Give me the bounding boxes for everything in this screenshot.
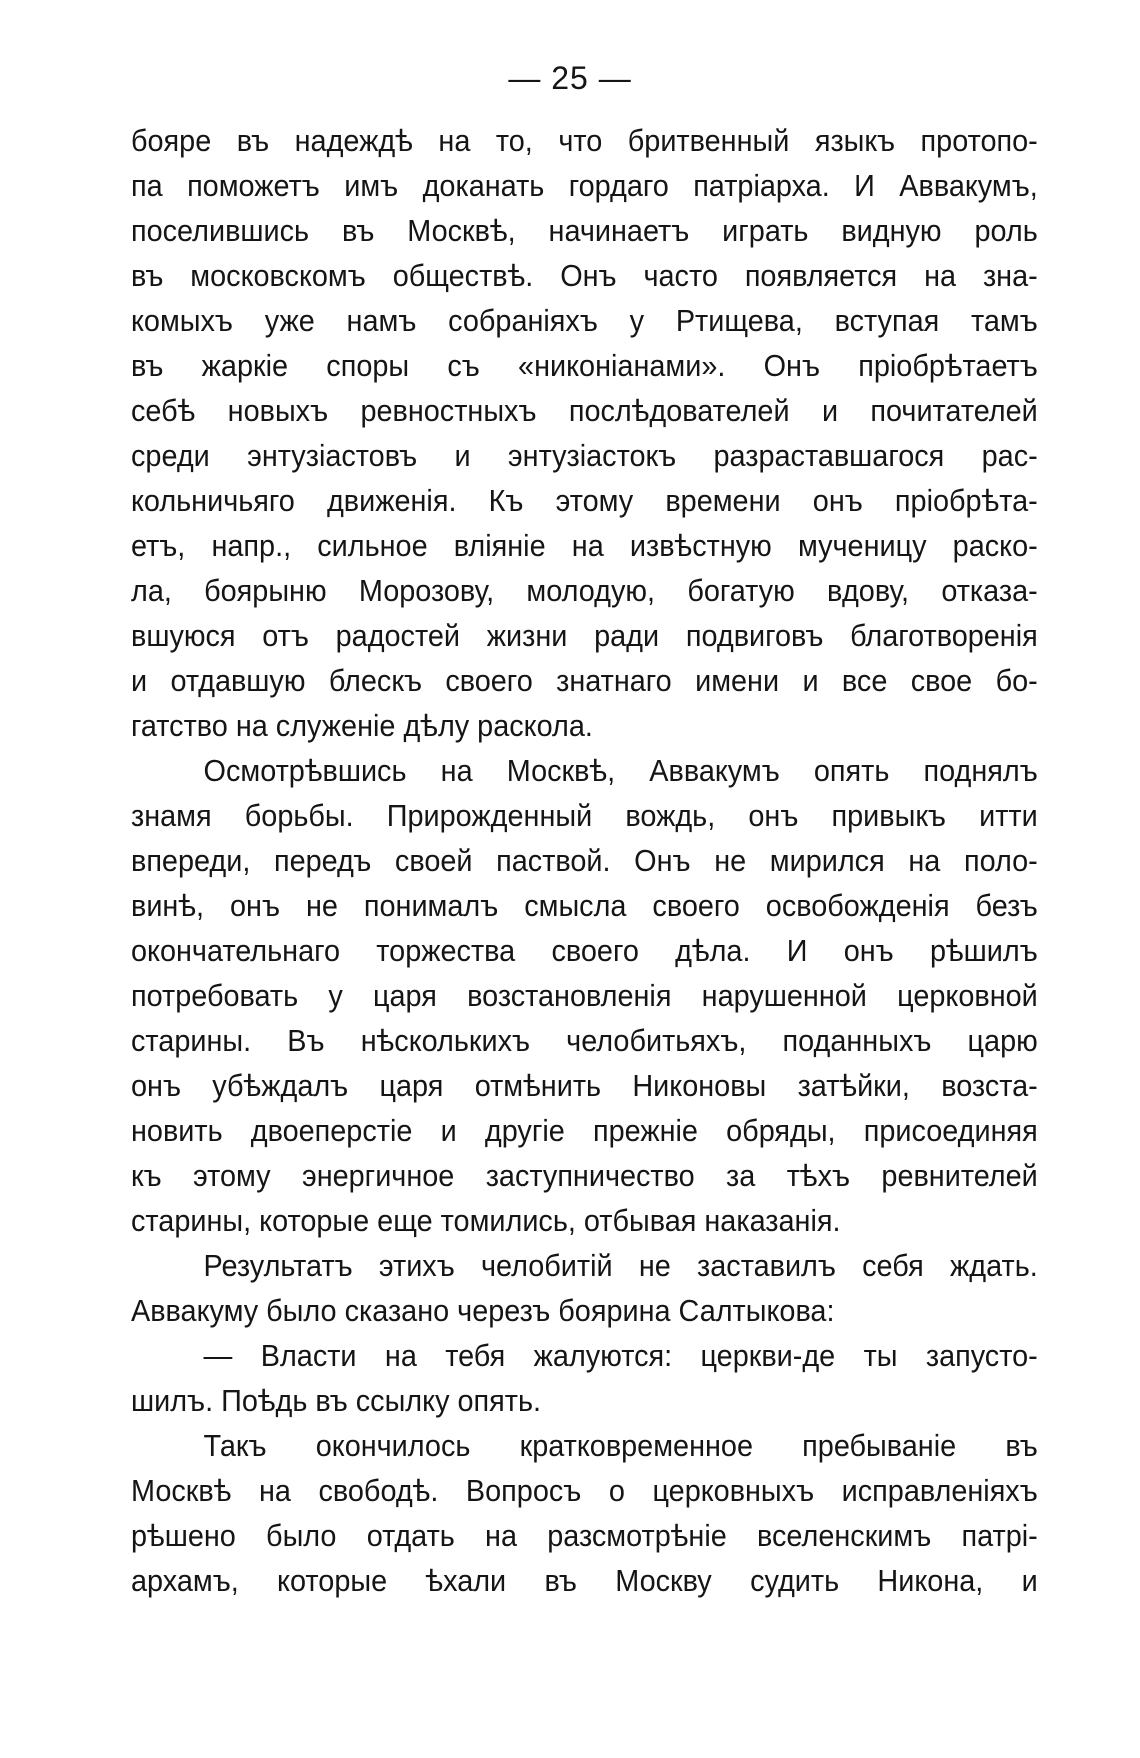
page-number: — 25 — (508, 60, 632, 96)
text-line: Осмотрѣвшись на Москвѣ, Аввакумъ опять поднялъ (203, 753, 1038, 788)
text-line: и отдавшую блескъ своего знатнаго имени и все свое бо- (131, 663, 1038, 698)
text-line: старины, которые еще томились, отбывая наказанія. (131, 1203, 841, 1238)
text-line: винѣ, онъ не понималъ смысла своего освобожденія безъ (131, 888, 1038, 923)
text-line: потребовать у царя возстановленія нарушенной церковной (131, 978, 1038, 1013)
text-line: въ жаркіе споры съ «никоніанами». Онъ пріобрѣтаетъ (131, 348, 1038, 383)
text-line: — Власти на тебя жалуются: церкви-де ты запусто- (203, 1338, 1038, 1373)
text-line: рѣшено было отдать на разсмотрѣніе вселенскимъ патрі- (131, 1518, 1038, 1553)
text-line: вшуюся отъ радостей жизни ради подвиговъ благотворенія (131, 618, 1038, 653)
text-line: бояре въ надеждѣ на то, что бритвенный языкъ протопо- (131, 123, 1038, 158)
text-line: Москвѣ на свободѣ. Вопросъ о церковныхъ исправленіяхъ (131, 1473, 1038, 1508)
text-line: старины. Въ нѣсколькихъ челобитьяхъ, поданныхъ царю (131, 1023, 1038, 1058)
text-line: ла, боярыню Морозову, молодую, богатую вдову, отказа- (131, 573, 1038, 608)
text-line: архамъ, которые ѣхали въ Москву судить Никона, и (131, 1563, 1038, 1598)
text-line: етъ, напр., сильное вліяніе на извѣстную мученицу раско- (131, 528, 1038, 563)
text-line: къ этому энергичное заступничество за тѣхъ ревнителей (131, 1158, 1038, 1193)
text-line: па поможетъ имъ доканать гордаго патріарха. И Аввакумъ, (131, 168, 1038, 203)
text-line: себѣ новыхъ ревностныхъ послѣдователей и почитателей (131, 393, 1038, 428)
text-line: Аввакуму было сказано черезъ боярина Салтыкова: (131, 1293, 835, 1328)
text-line: впереди, передъ своей паствой. Онъ не мирился на поло- (131, 843, 1038, 878)
text-line: онъ убѣждалъ царя отмѣнить Никоновы затѣйки, возста- (131, 1068, 1038, 1103)
text-line: новить двоеперстіе и другіе прежніе обряды, присоединяя (131, 1113, 1038, 1148)
text-line: комыхъ уже намъ собраніяхъ у Ртищева, вступая тамъ (131, 303, 1038, 338)
text-line: Такъ окончилось кратковременное пребываніе въ (203, 1428, 1038, 1463)
text-line: кольничьяго движенія. Къ этому времени онъ пріобрѣта- (131, 483, 1038, 518)
text-line: знамя борьбы. Прирожденный вождь, онъ привыкъ итти (131, 798, 1038, 833)
body-text (131, 118, 1038, 1603)
text-line: окончательнаго торжества своего дѣла. И онъ рѣшилъ (131, 933, 1038, 968)
text-line: въ московскомъ обществѣ. Онъ часто появляется на зна- (131, 258, 1038, 293)
text-line: поселившись въ Москвѣ, начинаетъ играть видную роль (131, 213, 1038, 248)
text-line: гатство на служеніе дѣлу раскола. (131, 708, 593, 743)
text-line: шилъ. Поѣдь въ ссылку опять. (131, 1383, 541, 1418)
text-line: Результатъ этихъ челобитій не заставилъ себя ждать. (203, 1248, 1038, 1283)
text-line: среди энтузіастовъ и энтузіастокъ разраставшагося рас- (131, 438, 1038, 473)
